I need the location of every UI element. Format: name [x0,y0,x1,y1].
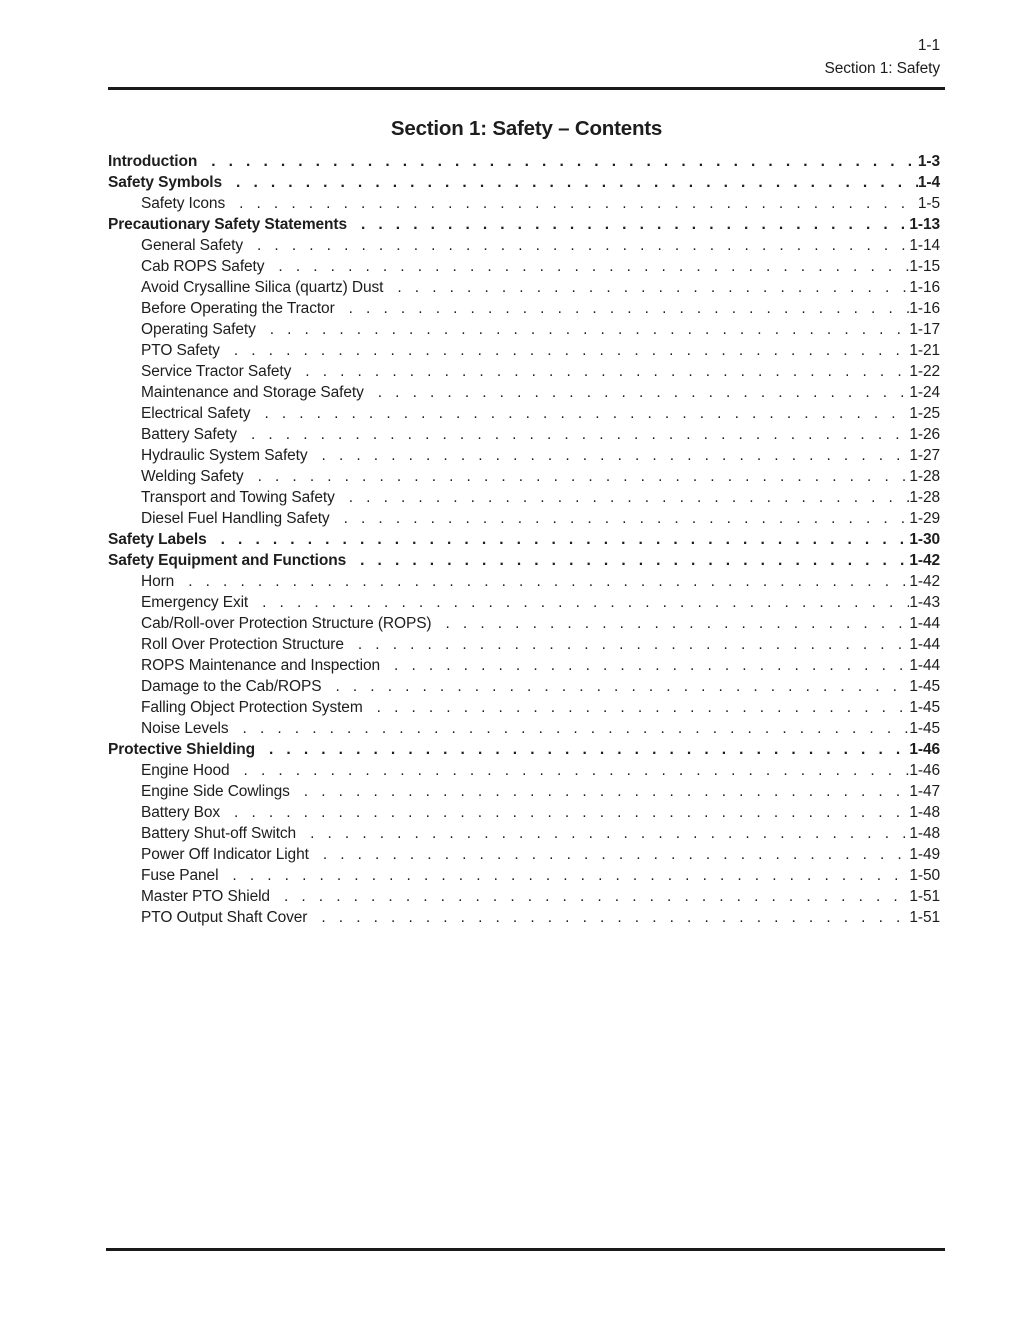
toc-entry-label: PTO Output Shaft Cover [141,909,308,926]
dot-leader [278,258,909,279]
toc-entry-label: Cab/Roll-over Protection Structure (ROPS) [141,615,432,632]
dot-leader [335,678,909,699]
toc-entry-label: Safety Icons [141,195,226,212]
toc-row [108,279,940,300]
toc-entry-label: Hydraulic System Safety [141,447,308,464]
toc-entry-page: 1-49 [909,846,940,863]
toc-entry-page: 1-43 [909,594,940,611]
toc-entry-label: Falling Object Protection System [141,699,363,716]
dot-leader [305,363,909,384]
toc-entry-page: 1-29 [909,510,940,527]
toc-entry-label: Safety Labels [108,531,207,548]
toc-entry-page: 1-44 [909,636,940,653]
toc-row [108,741,940,762]
toc-row [108,447,940,468]
toc-list [108,153,940,930]
toc-entry-page: 1-48 [909,825,940,842]
toc-entry-page: 1-42 [909,573,940,590]
dot-leader [361,216,909,237]
dot-leader [446,615,910,636]
page-title: Section 1: Safety – Contents [390,117,663,140]
dot-leader [349,489,910,510]
toc-row [108,825,940,846]
dot-leader [258,468,910,489]
header-rule [108,87,945,90]
toc-entry-label: Introduction [108,153,198,170]
toc-entry-page: 1-14 [909,237,940,254]
toc-entry-page: 1-42 [909,552,940,569]
toc-entry-label: Before Operating the Tractor [141,300,335,317]
toc-entry-label: ROPS Maintenance and Inspection [141,657,381,674]
toc-row [108,300,940,321]
toc-entry-page: 1-5 [917,195,940,212]
dot-leader [270,321,910,342]
toc-row [108,384,940,405]
toc-row [108,636,940,657]
toc-row [108,489,940,510]
toc-entry-page: 1-4 [917,174,940,191]
toc-row [108,258,940,279]
toc-entry-page: 1-51 [909,888,940,905]
toc-row [108,846,940,867]
toc-row [108,468,940,489]
dot-leader [321,909,909,930]
toc-entry-label: Precautionary Safety Statements [108,216,347,233]
header-section-label: Section 1: Safety [824,60,940,77]
dot-leader [349,300,910,321]
dot-leader [264,405,909,426]
toc-entry-page: 1-47 [909,783,940,800]
dot-leader [239,195,918,216]
toc-entry-label: PTO Safety [141,342,220,359]
toc-entry-page: 1-21 [909,342,940,359]
dot-leader [262,594,909,615]
toc-entry-page: 1-26 [909,426,940,443]
toc-entry-label: Master PTO Shield [141,888,270,905]
toc-entry-label: Engine Side Cowlings [141,783,290,800]
toc-entry-page: 1-46 [909,762,940,779]
toc-row [108,195,940,216]
dot-leader [236,174,918,195]
toc-entry-page: 1-50 [909,867,940,884]
toc-entry-label: Transport and Towing Safety [141,489,335,506]
toc-entry-page: 1-15 [909,258,940,275]
toc-entry-page: 1-44 [909,615,940,632]
toc-entry-label: Battery Box [141,804,221,821]
toc-entry-page: 1-16 [909,279,940,296]
toc-entry-label: Operating Safety [141,321,256,338]
toc-entry-page: 1-22 [909,363,940,380]
toc-row [108,678,940,699]
dot-leader [377,699,910,720]
toc-entry-label: Noise Levels [141,720,229,737]
toc-entry-label: General Safety [141,237,243,254]
toc-row [108,531,940,552]
toc-entry-label: Electrical Safety [141,405,251,422]
toc-row [108,699,940,720]
dot-leader [243,720,910,741]
toc-entry-page: 1-46 [909,741,940,758]
toc-entry-page: 1-28 [909,489,940,506]
dot-leader [360,552,909,573]
toc-entry-page: 1-45 [909,678,940,695]
toc-entry-label: Battery Shut-off Switch [141,825,297,842]
toc-entry-label: Cab ROPS Safety [141,258,265,275]
toc-row [108,594,940,615]
toc-entry-label: Battery Safety [141,426,237,443]
toc-row [108,762,940,783]
toc-row [108,426,940,447]
toc-entry-page: 1-24 [909,384,940,401]
toc-row [108,867,940,888]
toc-row [108,342,940,363]
dot-leader [234,342,910,363]
toc-entry-label: Welding Safety [141,468,244,485]
toc-row [108,405,940,426]
dot-leader [232,867,909,888]
toc-entry-page: 1-30 [909,531,940,548]
page-header [825,34,940,80]
dot-leader [322,447,910,468]
toc-entry-label: Power Off Indicator Light [141,846,309,863]
toc-row [108,237,940,258]
toc-entry-page: 1-28 [909,468,940,485]
toc-entry-page: 1-13 [909,216,940,233]
toc-entry-label: Safety Symbols [108,174,223,191]
dot-leader [310,825,909,846]
dot-leader [211,153,918,174]
dot-leader [257,237,909,258]
dot-leader [234,804,909,825]
toc-row [108,510,940,531]
footer-rule [106,1248,945,1251]
toc-entry-page: 1-27 [909,447,940,464]
toc-row [108,216,940,237]
toc-entry-label: Damage to the Cab/ROPS [141,678,322,695]
toc-entry-label: Protective Shielding [108,741,256,758]
dot-leader [344,510,910,531]
toc-entry-label: Safety Equipment and Functions [108,552,347,569]
toc-entry-page: 1-45 [909,720,940,737]
toc-entry-page: 1-16 [909,300,940,317]
dot-leader [188,573,909,594]
toc-entry-page: 1-17 [909,321,940,338]
toc-entry-label: Roll Over Protection Structure [141,636,344,653]
dot-leader [304,783,910,804]
toc-row [108,888,940,909]
toc-entry-label: Maintenance and Storage Safety [141,384,364,401]
dot-leader [251,426,909,447]
toc-entry-label: Engine Hood [141,762,230,779]
dot-leader [221,531,910,552]
dot-leader [284,888,909,909]
toc-entry-label: Horn [141,573,175,590]
toc-entry-page: 1-45 [909,699,940,716]
toc-entry-label: Emergency Exit [141,594,249,611]
toc-row [108,909,940,930]
toc-row [108,174,940,195]
toc-row [108,615,940,636]
toc-entry-label: Avoid Crysalline Silica (quartz) Dust [141,279,384,296]
toc-row [108,657,940,678]
toc-row [108,720,940,741]
toc-entry-page: 1-48 [909,804,940,821]
toc-row [108,804,940,825]
toc-row [108,552,940,573]
dot-leader [394,657,909,678]
toc-entry-page: 1-44 [909,657,940,674]
toc-entry-label: Fuse Panel [141,867,219,884]
dot-leader [378,384,910,405]
toc-entry-page: 1-25 [909,405,940,422]
dot-leader [244,762,910,783]
toc-row [108,573,940,594]
header-page-number: 1-1 [917,37,940,54]
toc-entry-page: 1-51 [909,909,940,926]
toc-row [108,783,940,804]
toc-row [108,321,940,342]
toc-entry-label: Diesel Fuel Handling Safety [141,510,330,527]
dot-leader [397,279,909,300]
dot-leader [323,846,910,867]
toc-row [108,153,940,174]
dot-leader [358,636,909,657]
toc-entry-page: 1-3 [917,153,940,170]
toc-row [108,363,940,384]
toc-entry-label: Service Tractor Safety [141,363,292,380]
dot-leader [269,741,909,762]
